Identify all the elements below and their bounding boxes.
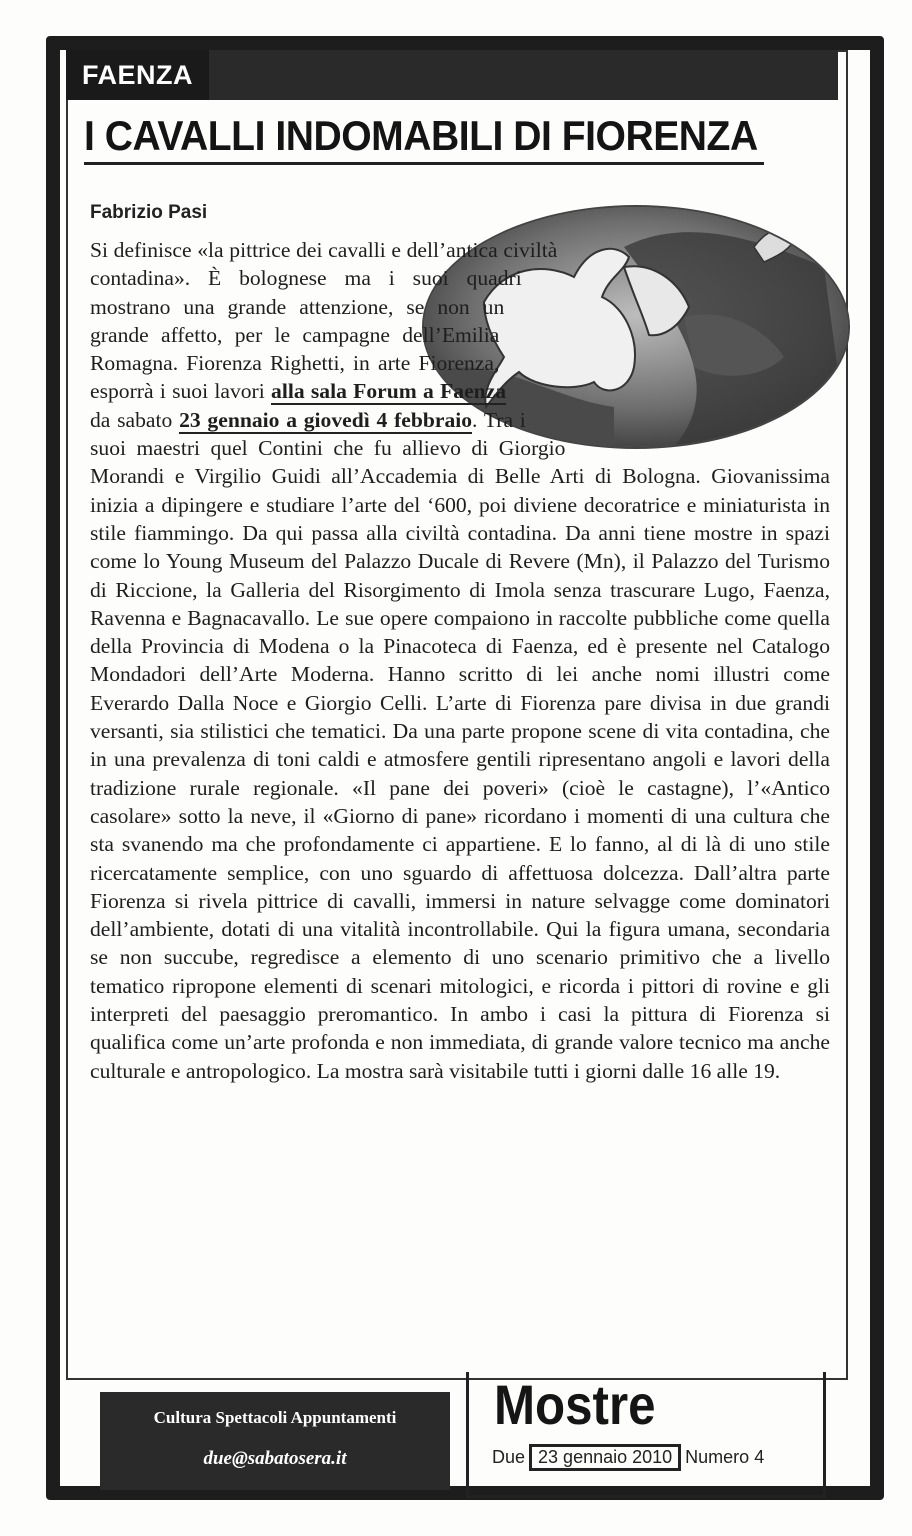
rubric-title: Cultura Spettacoli Appuntamenti [153,1408,397,1427]
dates-highlight: 23 gennaio a giovedì 4 febbraio [179,407,473,432]
article-connector: da sabato [90,407,180,432]
headline: I CAVALLI INDOMABILI DI FIORENZA [84,112,758,159]
issue-date: 23 gennaio 2010 [529,1444,681,1471]
issue-number: Numero 4 [685,1447,765,1467]
section-label: FAENZA [66,50,209,100]
article-text: . Tra i suoi maestri quel Contini che fu allievo di Giorgio Morandi e Virgilio Guidi all’Accademia di Belle Arti di Bologna. Giovanissima inizia a dipingere e studiare l’arte del ‘600, poi diviene decoratrice e miniaturista in stile fiammingo. Da qui passa alla civiltà contadina. Da anni tiene mostre in spazi come lo Young Museum del Palazzo Ducale di Revere (Mn), il Palazzo del Turismo di Riccione, la Galleria del Risorgimento di Imola senza trascurare Lugo, Faenza, Ravenna e Bagnacavallo. Le sue opere compaiono in raccolte pubbliche come quella della Provincia di Modena o la Pinacoteca di Faenza, ed è presente nel Catalogo Mondadori dell’Arte Moderna. Hanno scritto di lei anche nomi illustri come Everardo Dalla Noce e Giorgio Celli. L’arte di Fiorenza pare divisa in due grandi versanti, sia stilistici che tematici. Da una parte propone scene di vita contadina, che in una prevalenza di toni caldi e atmosfere gentili ripresentano angoli e lavori della tradizione rurale regionale. «Il pane dei poveri» (cioè le castagne), l’«Antico casolare» sotto la neve, il «Giorno di pane» ricordano i momenti di una cultura che sta svanendo ma che profondamente ci appartiene. E lo fanno, al di là di uno stile ricercatamente semplice, con uno sguardo di affettuosa dolcezza. Dall’altra parte Fiorenza si rivela pittrice di cavalli, immersi in nature selvagge come dominatori dell’ambiente, dotati di una vitalità incontrollabile. Qui la figura umana, secondaria se non succube, regredisce a elemento di uno scenario primitivo che a livello tematico ripropone elementi di scenari mitologici, e ricorda i pittori di rovine e gli interpreti del paesaggio preromantico. In ambo i casi la pittura di Fiorenza si qualifica come un’arte profonda e non immediata, di grande valore tecnico ma anche culturale e antropologico. La mostra sarà visitabile tutti i giorni dalle 16 alle 19. [90,407,830,1083]
article-intro: Si definisce «la pittrice dei cavalli e dell’antica civiltà contadina». È bolognese ma i suoi quadri mostrano una grande attenzione, se non un grande affetto, per le campagne dell’Emilia Romagna. Fiorenza Righetti, in arte Fiorenza, esporrà i suoi lavori [90,238,558,404]
headline-underline [84,162,764,165]
issue-prefix: Due [492,1447,526,1467]
rubric-email: due@sabatosera.it [203,1448,347,1469]
footer-rubric [100,1392,450,1490]
issue-line [492,1444,764,1471]
venue-highlight: alla sala Forum a Faenza [271,379,507,404]
byline: Fabrizio Pasi [90,202,208,223]
image-wrap-space [482,236,830,458]
article-body [90,236,830,1085]
mostre-title: Mostre [494,1373,656,1436]
section-label-bar [66,50,838,100]
